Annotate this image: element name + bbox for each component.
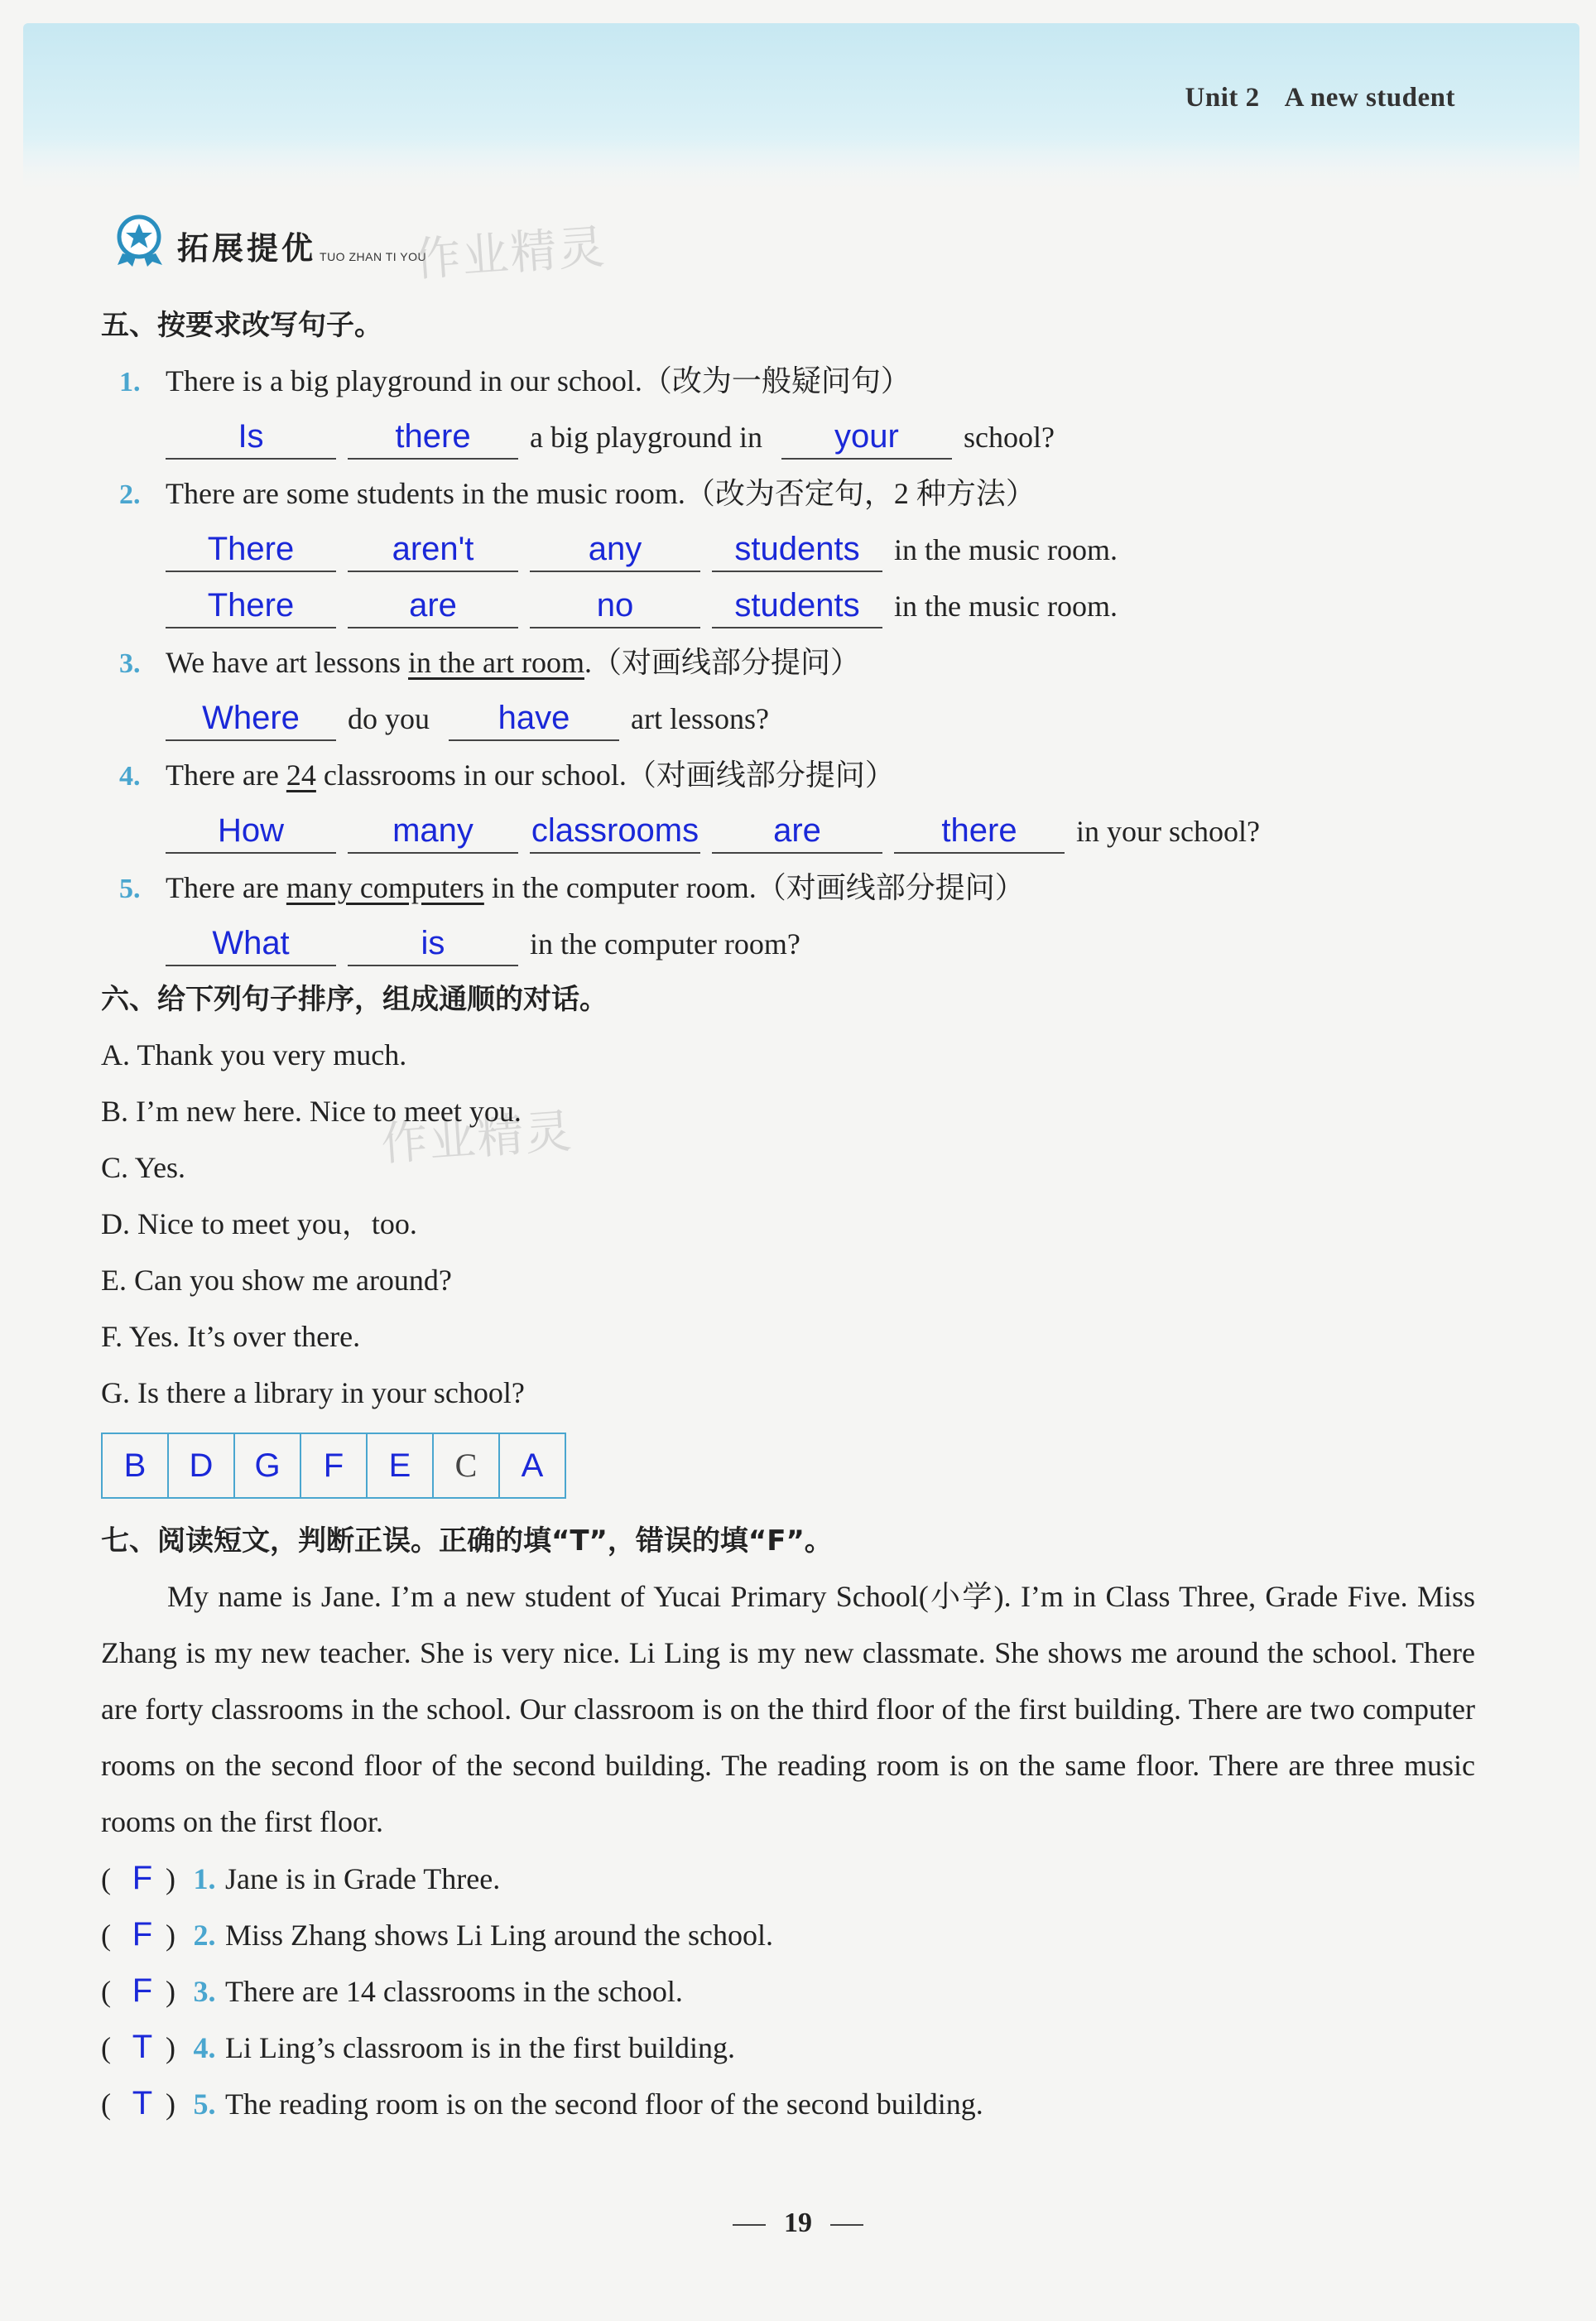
answer-blank[interactable]: no [530, 584, 700, 628]
item-number: 1. [193, 1862, 216, 1895]
answer-blank[interactable]: There [166, 527, 336, 572]
tf-item: ( T ) 4. Li Ling’s classroom is in the first building. [101, 2019, 1475, 2075]
unit-label: Unit 2 [1185, 83, 1260, 113]
dialogue-sentence: A. Thank you very much. [101, 1038, 407, 1071]
reading-passage [101, 1568, 1475, 1850]
order-box[interactable]: E [366, 1433, 434, 1499]
question-2 [101, 465, 1475, 522]
item-number: 3. [193, 1975, 216, 2008]
answer-blank[interactable]: your [781, 415, 952, 460]
static-text: in the music room. [894, 533, 1118, 566]
order-box[interactable]: G [233, 1433, 301, 1499]
section6-title: 六、给下列句子排序，组成通顺的对话。 [101, 983, 608, 1016]
static-text: art lessons? [631, 702, 769, 735]
tf-statement: There are 14 classrooms in the school. [225, 1975, 683, 2008]
answer-row [101, 522, 1475, 578]
question-5 [101, 860, 1475, 916]
underlined-text: in the art room [408, 646, 584, 679]
question-text: There are [166, 758, 286, 792]
star-badge-icon [114, 214, 169, 268]
answer-blank[interactable]: are [712, 809, 882, 854]
passage-text: My name is Jane. I’m a new student of Yucai Primary School(小学). I’m in Class Three, Grade Five. Miss Zhang is my new teacher. She is very nice. Li Ling is my new classmate. She shows me around the school. There are forty classrooms in the school. Our classroom is on the third floor of the first building. There are two computer rooms on the second floor of the second building. The reading room is on the same floor. There are three music rooms on the first floor. [101, 1580, 1475, 1838]
dialogue-sentence: D. Nice to meet you，too. [101, 1207, 417, 1240]
dialogue-sentence: G. Is there a library in your school? [101, 1376, 525, 1409]
unit-name: A new student [1284, 83, 1455, 113]
page-number [0, 2208, 1596, 2239]
question-number: 5. [119, 874, 141, 904]
dialogue-sentence: E. Can you show me around? [101, 1264, 452, 1297]
section7-title: 七、阅读短文，判断正误。正确的填“T”，错误的填“F”。 [101, 1524, 833, 1558]
tf-item: ( F ) 2. Miss Zhang shows Li Ling around the school. [101, 1906, 1475, 1962]
tf-answer[interactable]: T [132, 2029, 153, 2065]
answer-row [101, 409, 1475, 465]
item-number: 5. [193, 2087, 216, 2121]
question-text: We have art lessons [166, 646, 409, 679]
answer-blank[interactable]: students [712, 584, 882, 628]
question-text: .（对画线部分提问） [584, 646, 860, 679]
item-number: 4. [193, 2031, 216, 2064]
order-answer-boxes [101, 1433, 1475, 1499]
answer-blank[interactable]: What [166, 922, 336, 966]
tf-item: ( T ) 5. The reading room is on the second floor of the second building. [101, 2075, 1475, 2131]
question-number: 1. [119, 367, 141, 397]
answer-blank[interactable]: have [449, 696, 619, 741]
question-text: There are some students in the music room.（改为否定句，2 种方法） [166, 477, 1036, 510]
worksheet-content [101, 298, 1475, 2131]
answer-blank[interactable]: many [348, 809, 518, 854]
order-box[interactable]: D [167, 1433, 235, 1499]
question-text: in the computer room.（对画线部分提问） [483, 871, 1025, 904]
answer-row [101, 578, 1475, 634]
static-text: in the computer room? [530, 927, 800, 961]
answer-blank[interactable]: there [348, 415, 518, 460]
question-number: 3. [119, 648, 141, 679]
tf-item: ( F ) 3. There are 14 classrooms in the school. [101, 1962, 1475, 2019]
answer-row [101, 691, 1475, 747]
tf-statement: Miss Zhang shows Li Ling around the school. [225, 1919, 773, 1952]
unit-title [1185, 83, 1455, 113]
banner-title: 拓展提优 [177, 230, 317, 267]
answer-blank[interactable]: aren't [348, 527, 518, 572]
answer-blank[interactable]: Is [166, 415, 336, 460]
question-text: There are [166, 871, 286, 904]
answer-blank[interactable]: there [894, 809, 1065, 854]
underlined-text: many computers [286, 871, 484, 904]
static-text: do you [348, 702, 430, 735]
static-text: a big playground in [530, 421, 762, 454]
question-number: 4. [119, 761, 141, 792]
question-4 [101, 747, 1475, 803]
section-banner [114, 214, 426, 268]
tf-item: ( F ) 1. Jane is in Grade Three. [101, 1850, 1475, 1906]
answer-blank[interactable]: Where [166, 696, 336, 741]
tf-statement: The reading room is on the second floor of the second building. [225, 2087, 983, 2121]
answer-blank[interactable]: classrooms [530, 809, 700, 854]
banner-pinyin: TUO ZHAN TI YOU [320, 250, 427, 263]
question-number: 2. [119, 479, 141, 510]
tf-answer[interactable]: F [132, 1860, 153, 1896]
answer-row [101, 916, 1475, 972]
order-box[interactable]: C [432, 1433, 500, 1499]
question-1 [101, 353, 1475, 409]
dialogue-sentence: F. Yes. It’s over there. [101, 1320, 361, 1353]
answer-row [101, 803, 1475, 860]
tf-statement: Li Ling’s classroom is in the first building. [225, 2031, 735, 2064]
answer-blank[interactable]: students [712, 527, 882, 572]
static-text: in your school? [1076, 815, 1260, 848]
answer-blank[interactable]: are [348, 584, 518, 628]
answer-blank[interactable]: There [166, 584, 336, 628]
item-number: 2. [193, 1919, 216, 1952]
order-box[interactable]: B [101, 1433, 169, 1499]
tf-statement: Jane is in Grade Three. [225, 1862, 501, 1895]
static-text: school? [963, 421, 1055, 454]
order-box[interactable]: A [498, 1433, 566, 1499]
answer-blank[interactable]: How [166, 809, 336, 854]
question-text: classrooms in our school.（对画线部分提问） [315, 758, 895, 792]
tf-answer[interactable]: T [132, 2085, 153, 2121]
dialogue-sentence: C. Yes. [101, 1151, 186, 1184]
watermark: 作业精灵 [412, 219, 608, 288]
question-3 [101, 634, 1475, 691]
tf-answer[interactable]: F [132, 1916, 153, 1953]
order-box[interactable]: F [300, 1433, 368, 1499]
static-text: in the music room. [894, 590, 1118, 623]
answer-blank[interactable]: is [348, 922, 518, 966]
question-text: There is a big playground in our school.（改为一般疑问句） [166, 364, 911, 397]
page-number-value: 19 [784, 2208, 812, 2238]
dialogue-sentence: B. I’m new here. Nice to meet you. [101, 1095, 522, 1128]
watermark: 作业精灵 [379, 1104, 575, 1173]
tf-answer[interactable]: F [132, 1972, 153, 2009]
underlined-text: 24 [286, 758, 316, 792]
section5-title: 五、按要求改写句子。 [101, 309, 382, 342]
answer-blank[interactable]: any [530, 527, 700, 572]
